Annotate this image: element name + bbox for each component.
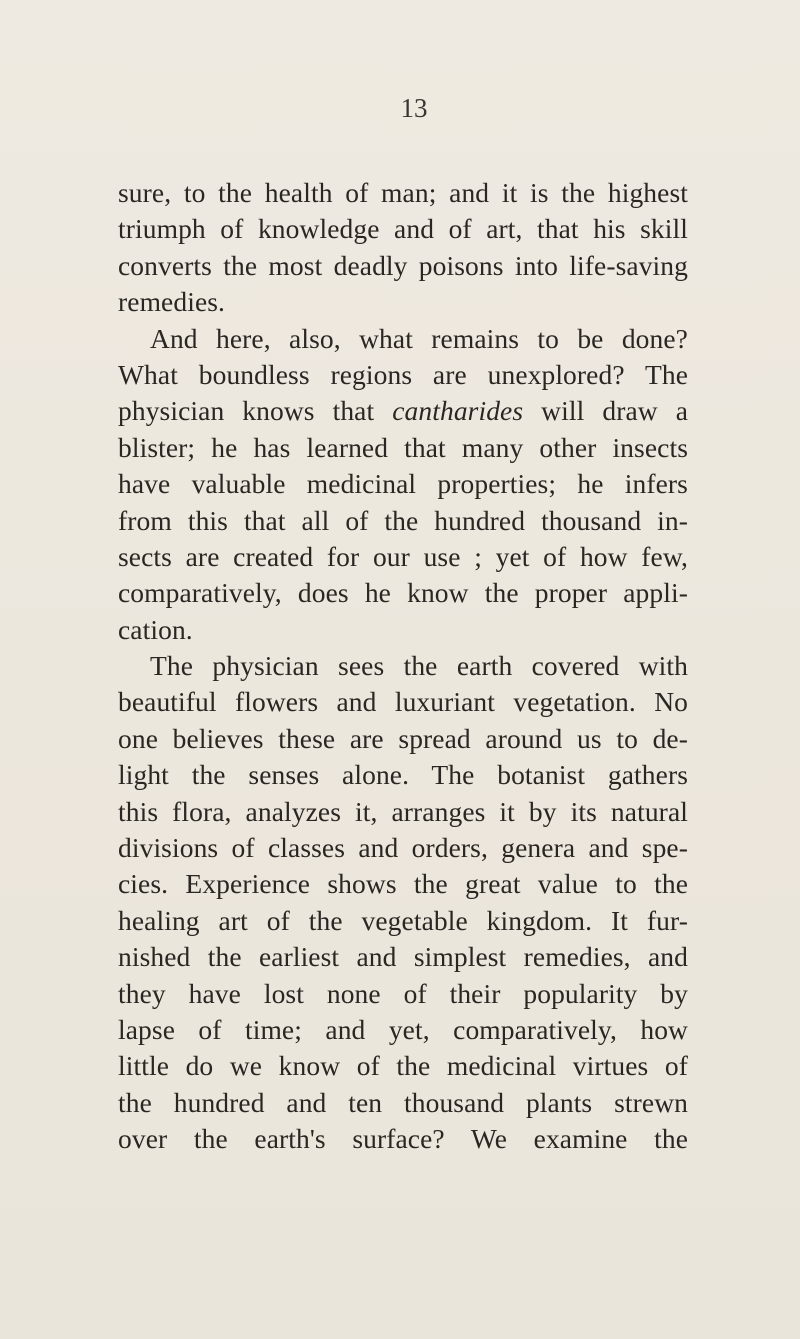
text-line: beautiful flowers and luxuriant vegetation. No [118, 686, 688, 718]
body-text [118, 175, 688, 1158]
text-line: they have lost none of their popularity by [118, 977, 688, 1009]
text-line: sure, to the health of man; and it is the highest [118, 177, 688, 208]
text-line: this flora, analyzes it, arranges it by its natural [118, 795, 688, 827]
text-line: have valuable medicinal properties; he infers [118, 468, 688, 500]
text-line: healing art of the vegetable kingdom. It fur- [118, 904, 688, 936]
text-line: light the senses alone. The botanist gathers [118, 759, 688, 791]
text-line: And here, also, what remains to be done? [150, 322, 688, 354]
text-line: lapse of time; and yet, comparatively, how [118, 1013, 688, 1045]
text-line: over the earth's surface? We examine the [118, 1123, 688, 1155]
text-line: What boundless regions are unexplored? The [118, 358, 688, 390]
text-line: cation. [118, 613, 193, 645]
text-line: nished the earliest and simplest remedies, and [118, 941, 688, 973]
text-line: blister; he has learned that many other insects [118, 431, 688, 463]
text-line-with-italic [118, 393, 688, 429]
text-line: remedies. [118, 286, 226, 318]
text-segment: physician knows that [118, 395, 375, 427]
text-line: triumph of knowledge and of art, that his skill [118, 213, 688, 245]
text-line: little do we know of the medicinal virtues of [118, 1050, 688, 1082]
text-line: The physician sees the earth covered with [150, 650, 688, 682]
text-line: converts the most deadly poisons into life-saving [118, 249, 688, 281]
text-line: divisions of classes and orders, genera and spe- [118, 832, 688, 864]
text-line: from this that all of the hundred thousand in- [118, 504, 688, 536]
text-line: cies. Experience shows the great value to the [118, 868, 688, 900]
text-line: the hundred and ten thousand plants strewn [118, 1086, 688, 1118]
text-line: sects are created for our use ; yet of how few, [118, 540, 688, 572]
text-line: one believes these are spread around us to de- [118, 722, 688, 754]
italic-term: cantharides [392, 395, 524, 427]
text-segment: will draw a [541, 395, 689, 427]
page-number: 13 [400, 93, 428, 123]
text-line: comparatively, does he know the proper appli- [118, 577, 688, 609]
